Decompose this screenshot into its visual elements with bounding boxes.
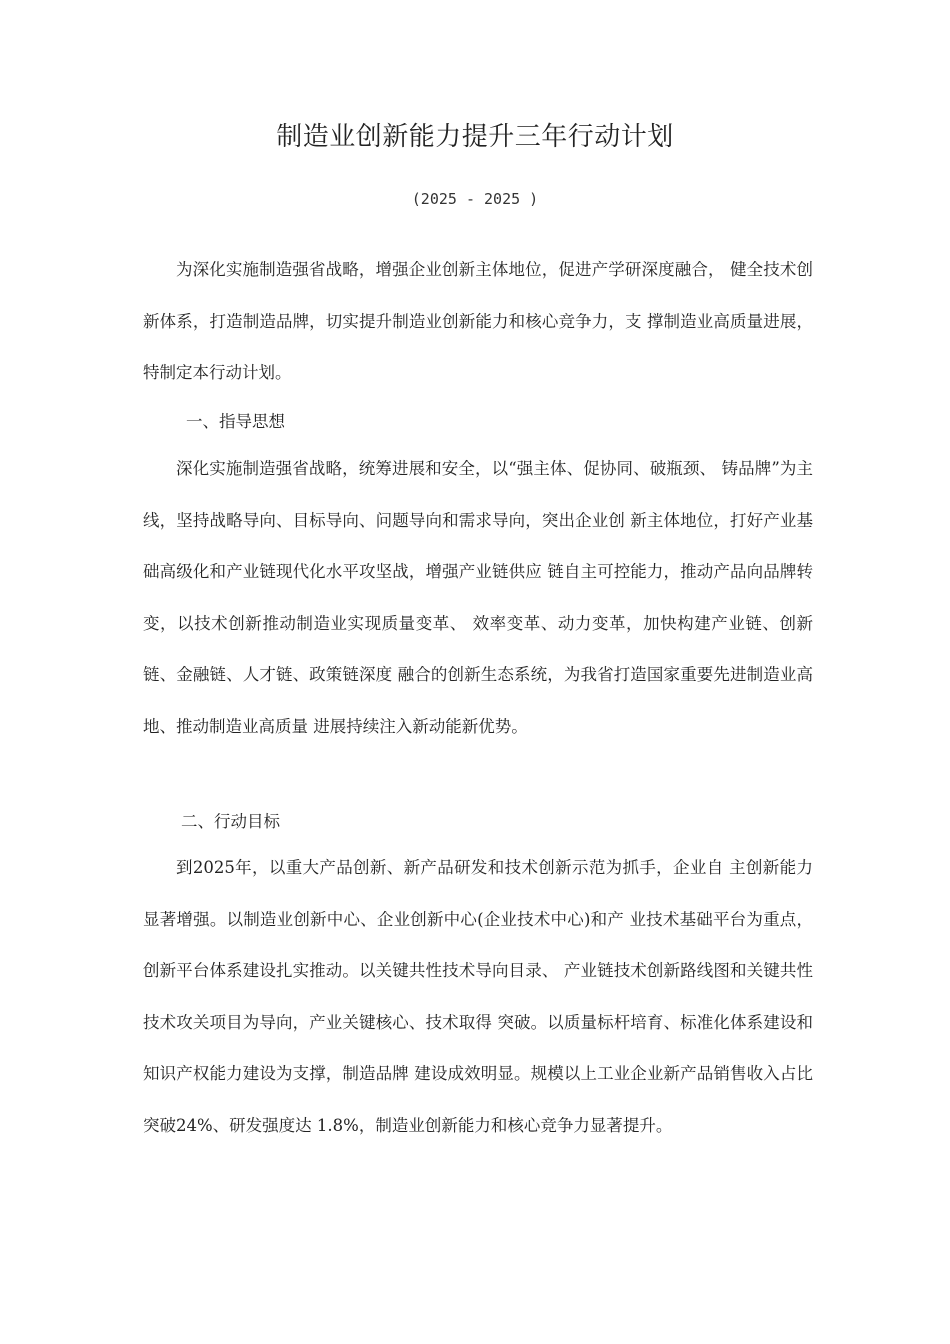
- action-goals-paragraph: 到2025年，以重大产品创新、新产品研发和技术创新示范为抓手，企业自 主创新能力显著增强。以制造业创新中心、企业创新中心(企业技术中心)和产 业技术基础平台为重点，创新平台体系建设扎实推动。以关键共性技术导向目录、 产业链技术创新路线图和关键共性技术攻关项目为导向，产业关键核心、技术取得 突破。以质量标杆培育、标准化体系建设和知识产权能力建设为支撑，制造品牌 建设成效明显。规模以上工业企业新产品销售收入占比突破24%、研发强度达 1.8%，制造业创新能力和核心竞争力显著提升。: [143, 858, 813, 1135]
- section-heading-guiding-ideology: 一、指导思想: [186, 412, 285, 431]
- document-subtitle: (2025 - 2025 ): [411, 190, 539, 208]
- section-heading-action-goals: 二、行动目标: [181, 812, 280, 831]
- guiding-ideology-paragraph: 深化实施制造强省战略，统筹进展和安全，以“强主体、促协同、破瓶颈、 铸品牌”为主线，坚持战略导向、目标导向、问题导向和需求导向，突出企业创 新主体地位，打好产业基础高级化和产业链现代化水平攻坚战，增强产业链供应 链自主可控能力，推动产品向品牌转变，以技术创新推动制造业实现质量变革、 效率变革、动力变革，加快构建产业链、创新链、金融链、人才链、政策链深度 融合的创新生态系统，为我省打造国家重要先进制造业高地、推动制造业高质量 进展持续注入新动能新优势。: [143, 459, 813, 736]
- intro-paragraph: 为深化实施制造强省战略，增强企业创新主体地位，促进产学研深度融合， 健全技术创新体系，打造制造品牌，切实提升制造业创新能力和核心竞争力，支 撑制造业高质量进展，特制定本行动计划。: [143, 260, 813, 382]
- document-title: 制造业创新能力提升三年行动计划: [276, 122, 674, 152]
